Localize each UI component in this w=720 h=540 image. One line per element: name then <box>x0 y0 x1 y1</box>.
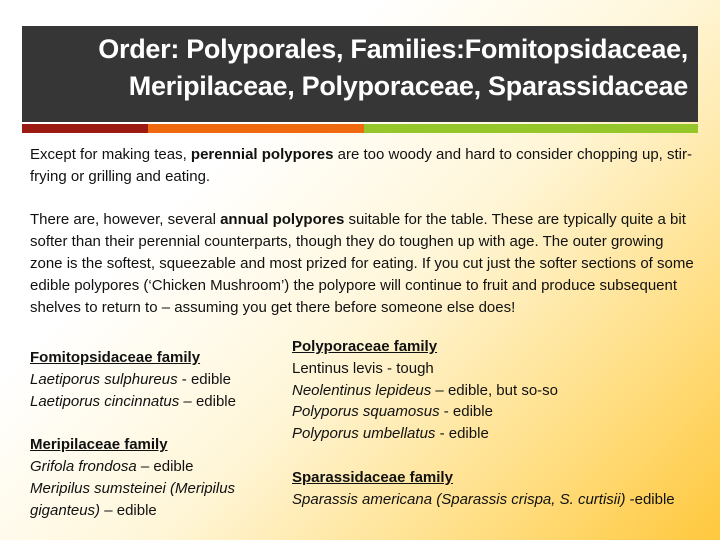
species-note: – edible, but so-so <box>431 381 559 399</box>
paragraph-2-after: suitable for the table. These are typically quite a bit softer than their perennial counterparts, though they do toughen up with age. The outer growing zone is the softest, squeezable and most prized for eating. If you cut just the softer sections of some edible polypores (‘Chicken Mushroom’) the polypore will continue to fruit and produce subsequent shelves to return to – assuming you get there before someone else does! <box>30 211 694 316</box>
species-line <box>30 391 236 413</box>
species-note: – edible <box>179 392 236 410</box>
species-name: Polyporus umbellatus <box>292 425 436 443</box>
title-bar <box>22 26 698 122</box>
meripilaceae-heading: Meripilaceae family <box>30 436 168 454</box>
species-note: -edible <box>625 490 675 508</box>
accent-bar-red <box>22 124 148 133</box>
accent-bar-orange <box>148 124 364 133</box>
species-line <box>292 489 675 511</box>
paragraph-1-after: are too woody and hard to consider chopping up, stir-frying or grilling and eating. <box>30 146 693 185</box>
spacer <box>292 445 675 467</box>
species-name: Meripilus sumsteinei (Meripilus <box>30 479 236 497</box>
species-note: - edible <box>177 370 231 388</box>
species-line <box>30 478 236 500</box>
species-line <box>30 456 236 478</box>
species-line <box>30 369 236 391</box>
species-name: giganteus) <box>30 501 101 519</box>
species-note: - edible <box>435 425 489 443</box>
paragraph-2-before: There are, however, several <box>30 211 221 229</box>
species-name: Laetiporus cincinnatus <box>30 392 180 410</box>
species-name: Sparassis americana (Sparassis crispa, S. curtisii) <box>292 490 626 508</box>
species-line <box>292 358 675 380</box>
fomitopsidaceae-heading: Fomitopsidaceae family <box>30 349 201 366</box>
spacer <box>30 412 236 434</box>
species-line <box>292 401 675 423</box>
paragraph-1-before: Except for making teas, <box>30 146 191 163</box>
right-column <box>292 336 675 510</box>
species-name: Grifola frondosa <box>30 457 137 475</box>
species-note: - edible <box>439 403 493 421</box>
sparassidaceae-heading: Sparassidaceae family <box>292 468 453 486</box>
perennial-polypores-term: perennial polypores <box>190 146 334 163</box>
species-name: Polyporus squamosus <box>292 403 440 421</box>
paragraph-annual <box>30 209 700 318</box>
species-name: Neolentinus lepideus <box>292 381 432 399</box>
species-name: Laetiporus sulphureus <box>30 370 178 388</box>
polyporaceae-heading: Polyporaceae family <box>292 338 438 355</box>
species-line <box>30 500 236 522</box>
body-text <box>30 144 700 318</box>
species-line <box>292 380 675 402</box>
species-note: – edible <box>100 501 157 519</box>
paragraph-perennial <box>30 144 700 188</box>
annual-polypores-term: annual polypores <box>220 211 345 229</box>
species-line <box>292 423 675 445</box>
slide-title-line-2: Meripilaceae, Polyporaceae, Sparassidaceae <box>128 71 688 101</box>
species-note: – edible <box>136 457 194 475</box>
left-column <box>30 347 236 521</box>
slide-title-line-1: Order: Polyporales, Families:Fomitopsidaceae, <box>98 34 688 64</box>
accent-bar-green <box>364 124 698 133</box>
species-name: Lentinus levis - tough <box>292 359 434 377</box>
